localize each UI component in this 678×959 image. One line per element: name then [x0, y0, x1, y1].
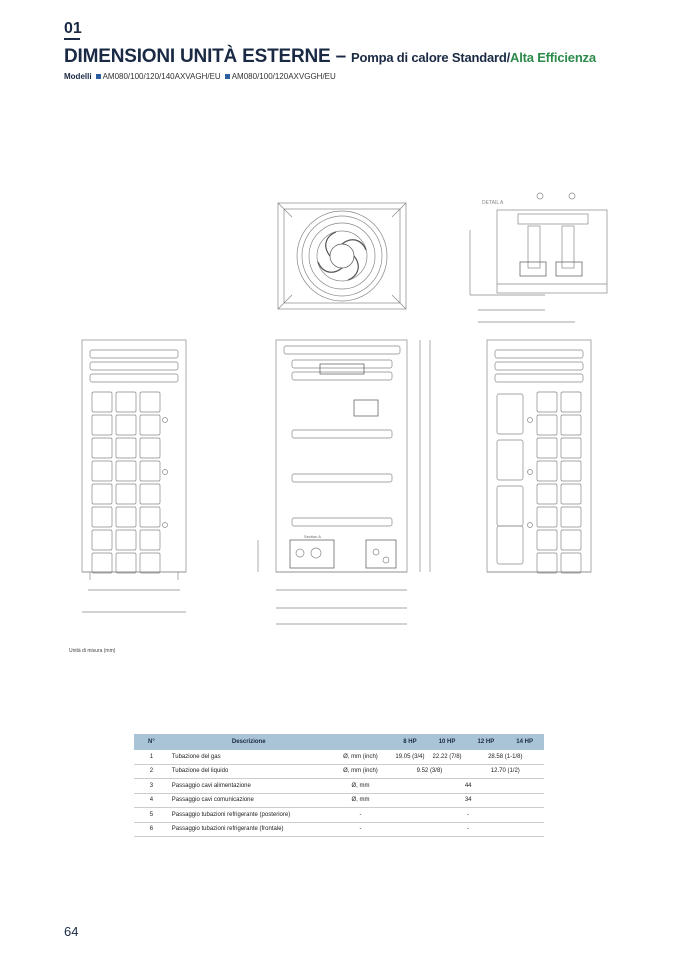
louver-panel	[561, 461, 581, 481]
louver-panel	[140, 553, 160, 573]
table-row	[134, 808, 544, 823]
louver-panel	[561, 484, 581, 504]
louver-panel	[140, 484, 160, 504]
louver-panel	[116, 553, 136, 573]
louver-panel	[537, 415, 557, 435]
section-number: 01	[64, 20, 82, 37]
louver-panel	[537, 392, 557, 412]
cell-all-hp: 34	[392, 793, 544, 808]
cell-8-10hp: 9.52 (3/8)	[392, 764, 466, 779]
louver-panel	[537, 530, 557, 550]
louver-panel	[537, 553, 557, 573]
unit-note: Unità di misura (mm)	[69, 648, 116, 654]
col-header-unit	[329, 734, 393, 750]
louver-panel	[116, 415, 136, 435]
right-side-view-drawing	[487, 340, 591, 573]
page-number: 64	[64, 924, 79, 939]
cell-unit: Ø, mm (inch)	[329, 750, 393, 764]
model-a: AM080/100/120/140AXVAGH/EU	[102, 72, 221, 81]
louver-panel	[561, 507, 581, 527]
cell-n: 6	[134, 822, 169, 837]
louver-panel	[116, 484, 136, 504]
louver-panel	[561, 392, 581, 412]
cell-10hp: 22.22 (7/8)	[428, 750, 467, 764]
louver-panel	[92, 530, 112, 550]
top-view-drawing	[278, 203, 406, 309]
title-sub-part2: Alta Efficienza	[510, 50, 596, 65]
louver-panel	[92, 415, 112, 435]
cell-desc: Passaggio cavi comunicazione	[169, 793, 329, 808]
table-row	[134, 764, 544, 779]
cell-desc: Passaggio tubazioni refrigerante (posteriore)	[169, 808, 329, 823]
cell-all-hp: 44	[392, 779, 544, 794]
louver-panel	[561, 438, 581, 458]
louver-panel	[537, 507, 557, 527]
cell-desc: Tubazione del liquido	[169, 764, 329, 779]
left-side-view-drawing	[82, 340, 186, 612]
cell-desc: Passaggio cavi alimentazione	[169, 779, 329, 794]
louver-panel	[116, 507, 136, 527]
louver-panel	[92, 461, 112, 481]
cell-unit: Ø, mm	[329, 779, 393, 794]
title-sub-part1: Pompa di calore Standard/	[351, 50, 511, 65]
col-header-14hp: 14 HP	[505, 734, 544, 750]
louver-panel	[140, 507, 160, 527]
model-b: AM080/100/120AXVGGH/EU	[231, 72, 336, 81]
louver-panel	[561, 530, 581, 550]
cell-unit: Ø, mm	[329, 793, 393, 808]
louver-panel	[116, 461, 136, 481]
louver-panel	[561, 415, 581, 435]
cell-unit: -	[329, 822, 393, 837]
col-header-n: N°	[134, 734, 169, 750]
table-header-row	[134, 734, 544, 750]
cell-n: 1	[134, 750, 169, 764]
col-header-8hp: 8 HP	[392, 734, 427, 750]
detail-label: DETAIL A	[482, 200, 504, 206]
louver-panel	[561, 553, 581, 573]
cell-unit: -	[329, 808, 393, 823]
louver-panel	[92, 507, 112, 527]
louver-panel	[92, 484, 112, 504]
cell-desc: Tubazione del gas	[169, 750, 329, 764]
louver-panel	[140, 415, 160, 435]
col-header-12hp: 12 HP	[467, 734, 506, 750]
cell-all-hp: -	[392, 808, 544, 823]
table-row	[134, 750, 544, 764]
louver-panel	[537, 461, 557, 481]
col-header-10hp: 10 HP	[428, 734, 467, 750]
cell-12-14hp: 28.58 (1-1/8)	[467, 750, 544, 764]
table-row	[134, 779, 544, 794]
cell-n: 2	[134, 764, 169, 779]
louver-panel	[92, 553, 112, 573]
cell-8hp: 19.05 (3/4)	[392, 750, 427, 764]
table-row	[134, 793, 544, 808]
cell-12-14hp: 12.70 (1/2)	[467, 764, 544, 779]
louver-panel	[140, 461, 160, 481]
spec-table	[134, 734, 544, 837]
cell-desc: Passaggio tubazioni refrigerante (frontale)	[169, 822, 329, 837]
louver-panel	[140, 392, 160, 412]
louver-panel	[92, 438, 112, 458]
louver-panel	[537, 438, 557, 458]
col-header-desc: Descrizione	[169, 734, 329, 750]
louver-panel	[537, 484, 557, 504]
cell-n: 4	[134, 793, 169, 808]
cell-all-hp: -	[392, 822, 544, 837]
louver-panel	[140, 438, 160, 458]
table-row	[134, 822, 544, 837]
front-view-drawing	[258, 340, 430, 624]
louver-panel	[116, 392, 136, 412]
louver-panel	[116, 438, 136, 458]
louver-panel	[92, 392, 112, 412]
cell-n: 5	[134, 808, 169, 823]
models-label: Modelli	[64, 72, 92, 81]
detail-a-drawing	[470, 193, 607, 322]
louver-panel	[116, 530, 136, 550]
section-a-label: Section A	[304, 534, 321, 539]
cell-unit: Ø, mm (inch)	[329, 764, 393, 779]
cell-n: 3	[134, 779, 169, 794]
title-main: DIMENSIONI UNITÀ ESTERNE –	[64, 46, 352, 67]
louver-panel	[140, 530, 160, 550]
